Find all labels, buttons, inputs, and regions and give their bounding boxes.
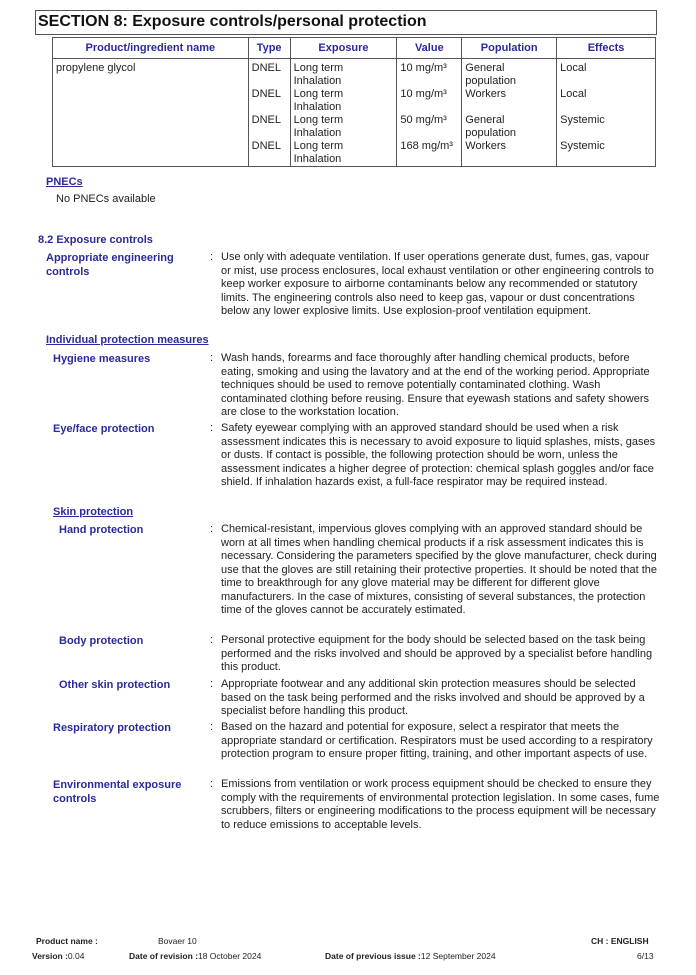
col-header-name: Product/ingredient name bbox=[53, 38, 249, 59]
cell-type: DNEL bbox=[248, 59, 290, 89]
cell-population: General population bbox=[462, 59, 557, 89]
environmental-controls-label: Environmental exposure controls bbox=[53, 779, 182, 805]
eye-face-text: Safety eyewear complying with an approved standard should be used when a risk assessment indicates this is necessary to avoid exposure to liquid splashes, mists, gases or dusts. If contact is possible, the following protection should be worn, unless the assessment indicates a higher degree of protection: chemical splash goggles and/or face shield. If inhalation hazards exist, a full-face respirator may be required instead. bbox=[221, 422, 656, 488]
language-label: CH : ENGLISH bbox=[591, 936, 649, 946]
cell-name bbox=[53, 88, 249, 114]
cell-exposure: Long term Inhalation bbox=[290, 114, 397, 140]
footer-language bbox=[591, 936, 649, 946]
cell-population: Workers bbox=[462, 140, 557, 167]
table-row bbox=[53, 140, 656, 167]
version-value: 0.04 bbox=[67, 951, 85, 961]
cell-exposure: Long term Inhalation bbox=[290, 88, 397, 114]
respiratory-protection-text: Based on the hazard and potential for exposure, select a respirator that meets the appropriate standard or certification. Respirators must be used according to a respiratory protection program to ensure proper fitting, training, and other important aspects of use. bbox=[221, 721, 653, 760]
previous-issue-date: 12 September 2024 bbox=[420, 951, 496, 961]
previous-issue-label: Date of previous issue : bbox=[325, 951, 421, 961]
hygiene-label: Hygiene measures bbox=[53, 353, 151, 365]
exposure-controls-heading: 8.2 Exposure controls bbox=[38, 234, 153, 246]
revision-label: Date of revision : bbox=[129, 951, 198, 961]
hygiene-text: Wash hands, forearms and face thoroughly after handling chemical products, before eating, smoking and using the lavatory and at the end of the working period. Appropriate techniques should be used to remove potentially contaminated clothing. Wash contaminated clothing before reusing. Ensure that eyewash stations and safety showers are close to the workstation location. bbox=[221, 352, 650, 418]
cell-effects: Local bbox=[557, 59, 656, 89]
footer-page-number: 6/13 bbox=[637, 951, 654, 961]
skin-protection-heading: Skin protection bbox=[53, 506, 134, 518]
cell-value: 10 mg/m³ bbox=[397, 59, 462, 89]
cell-type: DNEL bbox=[248, 140, 290, 167]
cell-effects: Local bbox=[557, 88, 656, 114]
product-name-label: Product name : bbox=[36, 936, 98, 946]
environmental-controls-text: Emissions from ventilation or work process equipment should be checked to ensure they comply with the requirements of environmental protection legislation. In some cases, fume scrubbers, filters or engineering modifications to the process equipment will be necessary to reduce emissions to acceptable levels. bbox=[221, 778, 660, 831]
eye-face-label: Eye/face protection bbox=[53, 423, 155, 435]
engineering-controls-label: Appropriate engineering controls bbox=[46, 252, 174, 278]
col-header-value: Value bbox=[397, 38, 462, 59]
col-header-exposure: Exposure bbox=[290, 38, 397, 59]
cell-exposure: Long term Inhalation bbox=[290, 59, 397, 89]
footer-version bbox=[32, 951, 84, 961]
section-title: SECTION 8: Exposure controls/personal protection bbox=[35, 10, 657, 35]
footer-product-name-label bbox=[36, 936, 98, 946]
pnecs-text: No PNECs available bbox=[56, 193, 156, 205]
colon: : bbox=[210, 352, 214, 364]
other-skin-protection-text: Appropriate footwear and any additional skin protection measures should be selected based on the task being performed and the risks involved and should be approved by a specialist before handling this product. bbox=[221, 678, 645, 717]
colon: : bbox=[210, 678, 214, 690]
cell-population: Workers bbox=[462, 88, 557, 114]
body-protection-text: Personal protective equipment for the body should be selected based on the task being performed and the risks involved and should be approved by a specialist before handling this product. bbox=[221, 634, 653, 673]
footer-revision bbox=[129, 951, 261, 961]
colon: : bbox=[210, 634, 214, 646]
pnecs-heading: PNECs bbox=[46, 176, 83, 188]
cell-name bbox=[53, 114, 249, 140]
hand-protection-label: Hand protection bbox=[59, 524, 144, 536]
footer-product-name: Bovaer 10 bbox=[158, 936, 197, 946]
revision-date: 18 October 2024 bbox=[197, 951, 262, 961]
col-header-type: Type bbox=[248, 38, 290, 59]
cell-effects: Systemic bbox=[557, 114, 656, 140]
hand-protection-text: Chemical-resistant, impervious gloves complying with an approved standard should be worn at all times when handling chemical products if a risk assessment indicates this is necessary. Considering the parameters specified by the glove manufacturer, check during use that the gloves are still retaining their protective properties. It should be noted that the time to breakthrough for any glove material may be different for different glove manufacturers. In the case of mixtures, consisting of several substances, the protection time of the gloves cannot be accurately estimated. bbox=[221, 523, 657, 616]
table-row bbox=[53, 88, 656, 114]
col-header-effects: Effects bbox=[557, 38, 656, 59]
individual-protection-heading: Individual protection measures bbox=[46, 334, 209, 346]
col-header-population: Population bbox=[462, 38, 557, 59]
cell-name: propylene glycol bbox=[53, 59, 249, 89]
cell-type: DNEL bbox=[248, 88, 290, 114]
table-row bbox=[53, 59, 656, 89]
version-label: Version : bbox=[32, 951, 68, 961]
colon: : bbox=[210, 422, 214, 434]
colon: : bbox=[210, 721, 214, 733]
respiratory-protection-label: Respiratory protection bbox=[53, 722, 171, 734]
cell-exposure: Long term Inhalation bbox=[290, 140, 397, 167]
table-row bbox=[53, 114, 656, 140]
cell-value: 50 mg/m³ bbox=[397, 114, 462, 140]
body-protection-label: Body protection bbox=[59, 635, 144, 647]
footer-previous-issue bbox=[325, 951, 496, 961]
cell-type: DNEL bbox=[248, 114, 290, 140]
cell-population: General population bbox=[462, 114, 557, 140]
dnel-table bbox=[52, 37, 656, 167]
cell-value: 168 mg/m³ bbox=[397, 140, 462, 167]
colon: : bbox=[210, 251, 214, 263]
colon: : bbox=[210, 778, 214, 790]
engineering-controls-text: Use only with adequate ventilation. If user operations generate dust, fumes, gas, vapour or mist, use process enclosures, local exhaust ventilation or other engineering controls to keep worker exposure to airborne contaminants below any recommended or statutory limits. The engineering controls also need to keep gas, vapour or dust concentrations below any lower explosive limits. Use explosion-proof ventilation equipment. bbox=[221, 251, 654, 317]
cell-value: 10 mg/m³ bbox=[397, 88, 462, 114]
cell-effects: Systemic bbox=[557, 140, 656, 167]
table-header-row bbox=[53, 38, 656, 59]
cell-name bbox=[53, 140, 249, 167]
colon: : bbox=[210, 523, 214, 535]
other-skin-protection-label: Other skin protection bbox=[59, 679, 171, 691]
